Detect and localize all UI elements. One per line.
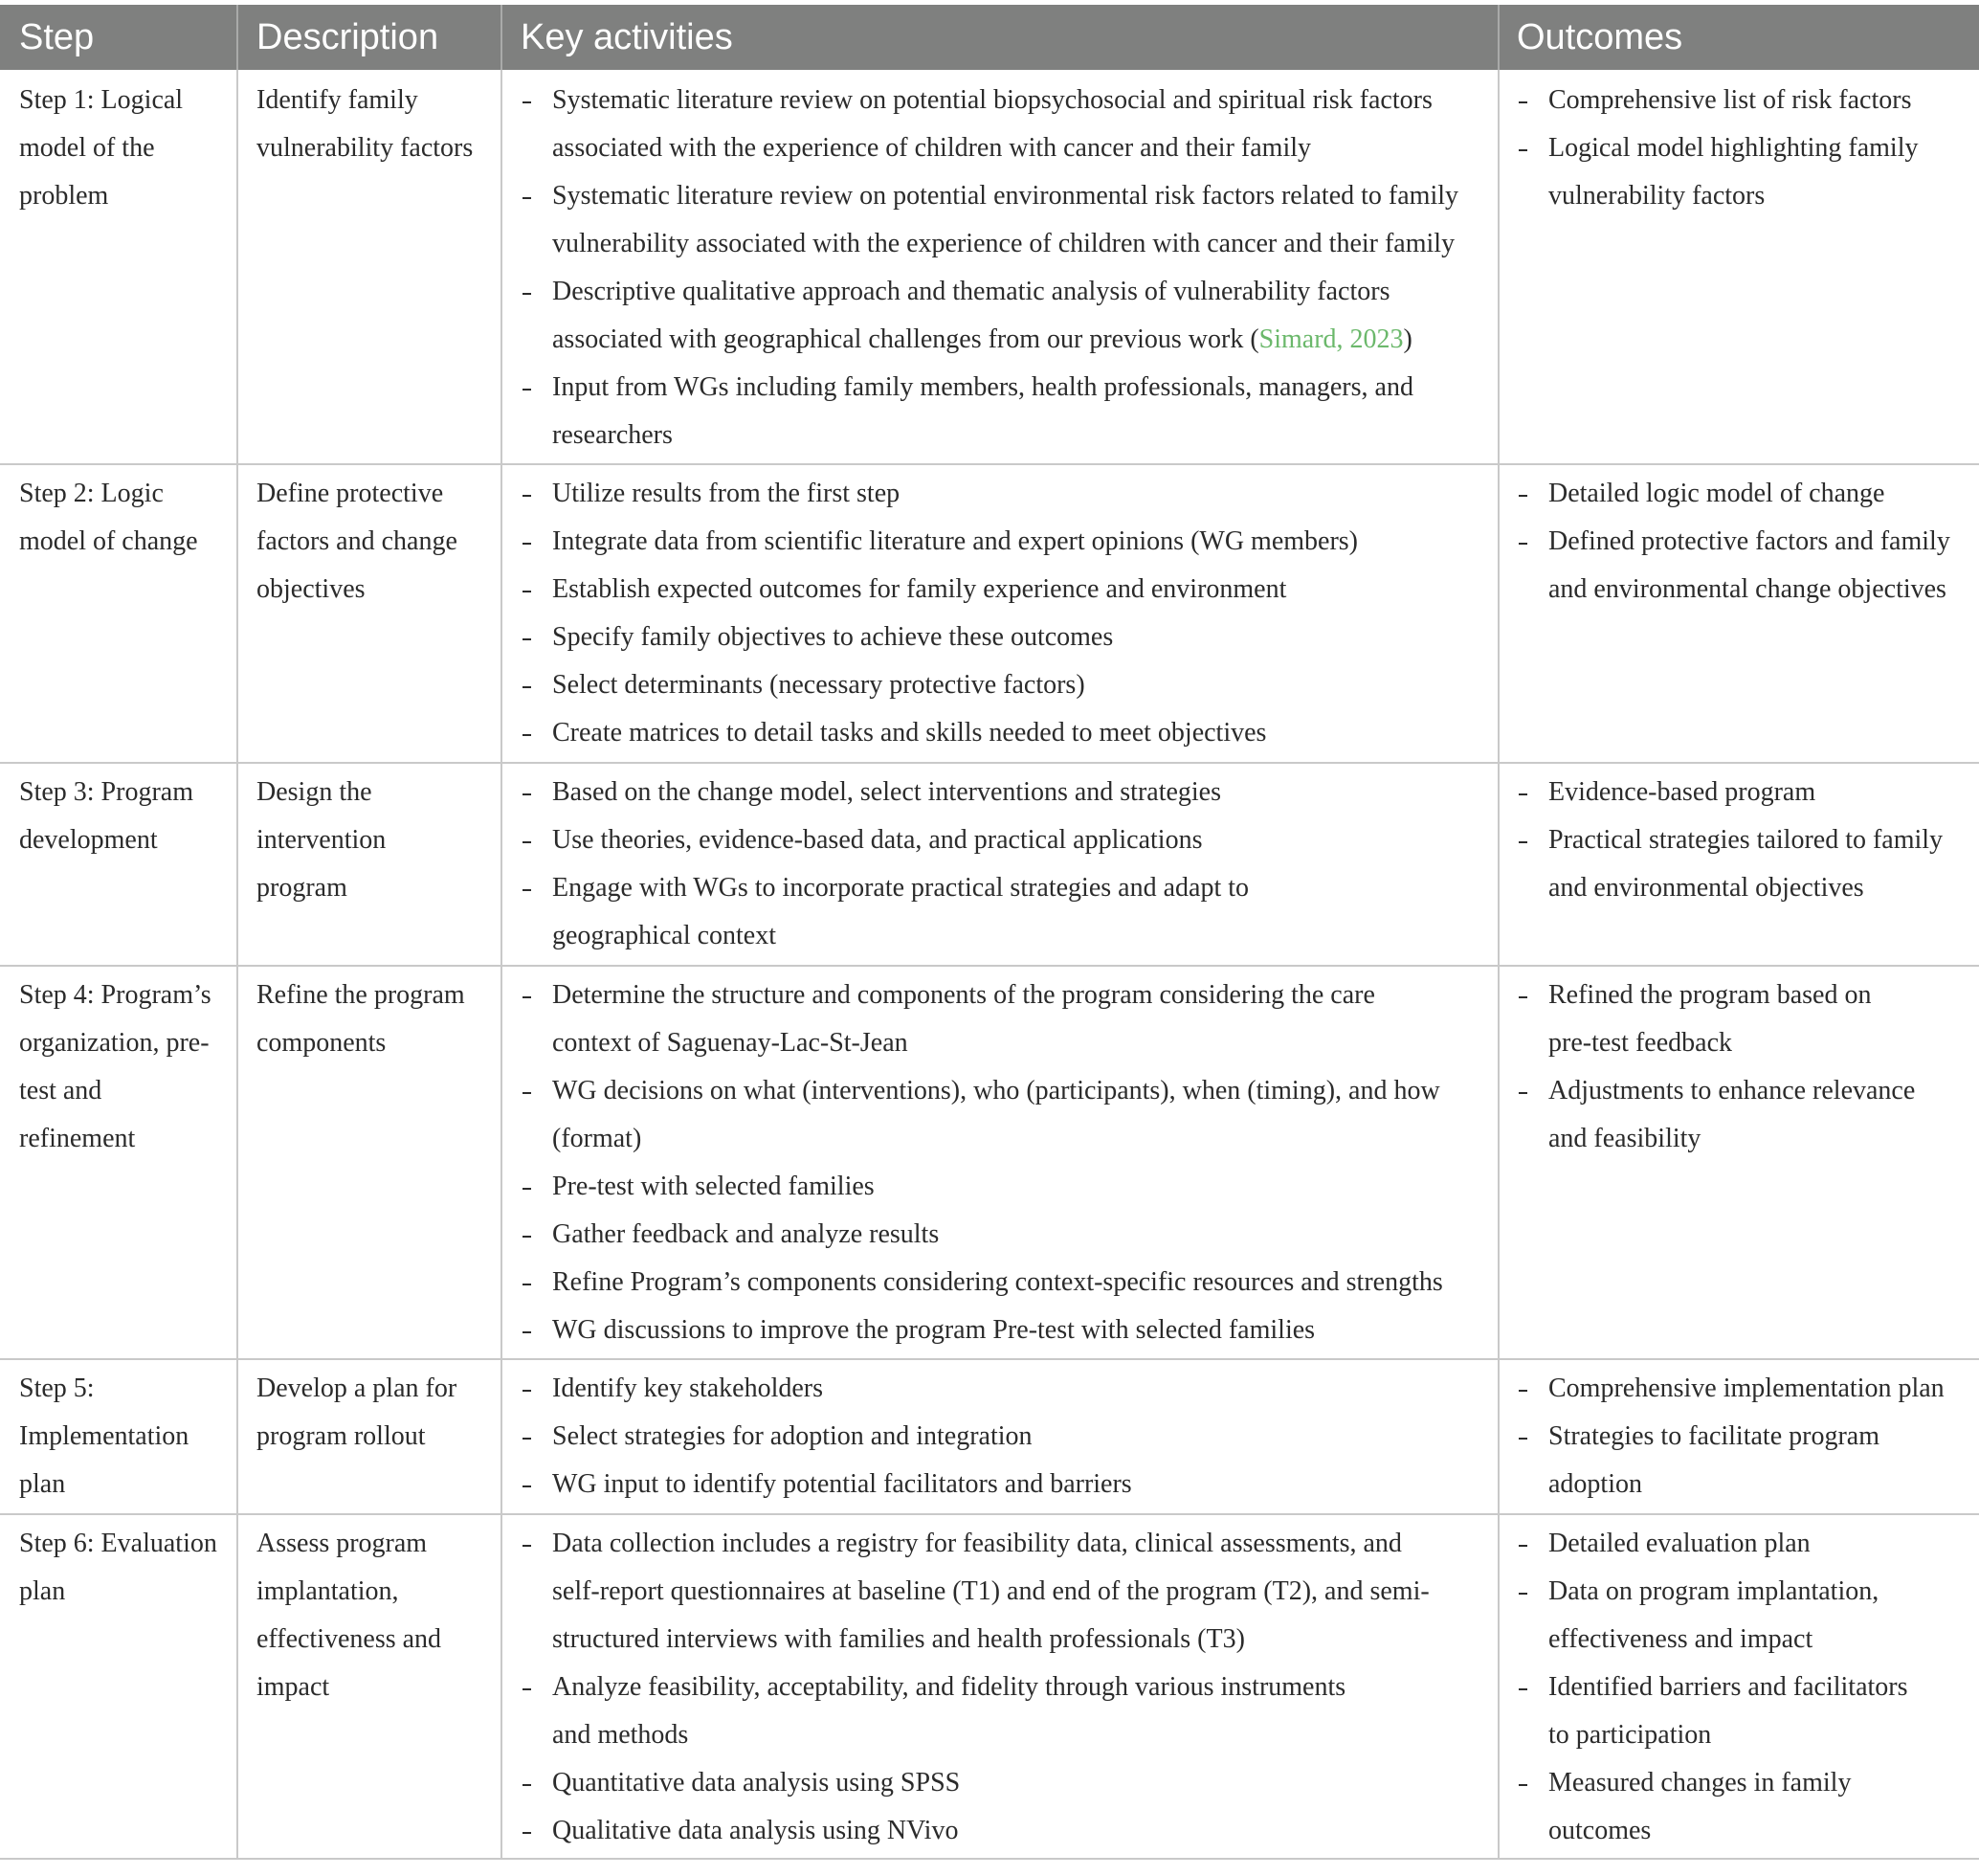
activity-text: Establish expected outcomes for family experience and environment	[552, 574, 1287, 604]
header-divider	[500, 5, 502, 70]
outcome-text: Strategies to facilitate program	[1548, 1421, 1879, 1451]
bullet-dash	[1519, 996, 1527, 998]
bullet-dash	[1519, 495, 1527, 497]
bullet-dash	[523, 1438, 531, 1440]
bullet-dash	[523, 686, 531, 688]
bullet-dash	[523, 1092, 531, 1094]
activity-text: Input from WGs including family members, health professionals, managers, and	[552, 372, 1413, 402]
outcome-text: pre-test feedback	[1548, 1028, 1732, 1058]
step-label: problem	[19, 181, 109, 211]
grid-line	[0, 1513, 1979, 1515]
outcome-text: Measured changes in family	[1548, 1768, 1852, 1798]
step-description: implantation,	[256, 1576, 399, 1606]
activity-text: Create matrices to detail tasks and skills needed to meet objectives	[552, 718, 1267, 748]
step-description: factors and change	[256, 526, 457, 556]
step-description: effectiveness and	[256, 1624, 442, 1654]
bullet-dash	[523, 1236, 531, 1238]
activity-text: Engage with WGs to incorporate practical strategies and adapt to	[552, 873, 1249, 903]
header-key-activities: Key activities	[521, 17, 733, 57]
activity-text: Gather feedback and analyze results	[552, 1219, 940, 1249]
bullet-dash	[1519, 841, 1527, 843]
bullet-dash	[523, 1784, 531, 1786]
outcome-text: Practical strategies tailored to family	[1548, 825, 1944, 855]
bullet-dash	[1519, 101, 1527, 103]
header-step: Step	[19, 17, 95, 57]
outcome-text: Logical model highlighting family	[1548, 133, 1919, 163]
activity-text: Select strategies for adoption and integration	[552, 1421, 1033, 1451]
bullet-dash	[1519, 1390, 1527, 1392]
step-description: objectives	[256, 574, 366, 604]
step-label: organization, pre-	[19, 1028, 210, 1058]
step-label: test and	[19, 1076, 102, 1106]
outcome-text: Data on program implantation,	[1548, 1576, 1879, 1606]
activity-text: associated with geographical challenges from our previous work (	[552, 324, 1259, 354]
step-label: plan	[19, 1576, 66, 1606]
activity-text: WG decisions on what (interventions), who (participants), when (timing), and how	[552, 1076, 1440, 1106]
step-description: Identify family	[256, 85, 418, 115]
step-label: plan	[19, 1469, 66, 1499]
step-description: impact	[256, 1672, 330, 1702]
activity-text	[552, 316, 1412, 364]
activity-text: (format)	[552, 1124, 642, 1153]
outcome-text: Identified barriers and facilitators	[1548, 1672, 1908, 1702]
grid-line	[236, 70, 238, 1858]
header-description: Description	[256, 17, 439, 57]
outcome-text: vulnerability factors	[1548, 181, 1766, 211]
outcome-text: Evidence-based program	[1548, 777, 1816, 807]
activity-text: Use theories, evidence-based data, and practical applications	[552, 825, 1203, 855]
outcome-text: Detailed logic model of change	[1548, 479, 1885, 508]
activity-text: Utilize results from the first step	[552, 479, 901, 508]
activity-text: Descriptive qualitative approach and thematic analysis of vulnerability factors	[552, 277, 1390, 306]
activity-text: Analyze feasibility, acceptability, and fidelity through various instruments	[552, 1672, 1346, 1702]
outcome-text: adoption	[1548, 1469, 1642, 1499]
step-label: model of change	[19, 526, 198, 556]
header-divider	[236, 5, 238, 70]
outcome-text: Defined protective factors and family	[1548, 526, 1950, 556]
bullet-dash	[523, 638, 531, 640]
activity-text: Data collection includes a registry for feasibility data, clinical assessments, and	[552, 1529, 1402, 1558]
step-description: Design the	[256, 777, 372, 807]
activity-text: WG input to identify potential facilitators and barriers	[552, 1469, 1132, 1499]
activity-text: Identify key stakeholders	[552, 1374, 824, 1403]
step-label: development	[19, 825, 158, 855]
bullet-dash	[523, 1188, 531, 1190]
activity-text: associated with the experience of children with cancer and their family	[552, 133, 1311, 163]
activity-text: vulnerability associated with the experience of children with cancer and their family	[552, 229, 1456, 258]
activity-text: Based on the change model, select interventions and strategies	[552, 777, 1222, 807]
header-divider	[1498, 5, 1500, 70]
activity-text: Systematic literature review on potential environmental risk factors related to family	[552, 181, 1459, 211]
bullet-dash	[523, 1545, 531, 1547]
bullet-dash	[523, 889, 531, 891]
outcome-text: Adjustments to enhance relevance	[1548, 1076, 1916, 1106]
bullet-dash	[1519, 543, 1527, 545]
step-label: Step 4: Program’s	[19, 980, 211, 1010]
step-label: Implementation	[19, 1421, 189, 1451]
bullet-dash	[1519, 149, 1527, 151]
grid-line	[0, 463, 1979, 465]
bullet-dash	[523, 197, 531, 199]
bullet-dash	[523, 543, 531, 545]
step-label: Step 5:	[19, 1374, 95, 1403]
bullet-dash	[523, 389, 531, 391]
step-label: refinement	[19, 1124, 136, 1153]
outcome-text: Comprehensive implementation plan	[1548, 1374, 1945, 1403]
step-label: Step 3: Program	[19, 777, 193, 807]
activity-text: structured interviews with families and health professionals (T3)	[552, 1624, 1245, 1654]
bullet-dash	[1519, 1438, 1527, 1440]
bullet-dash	[1519, 1545, 1527, 1547]
bullet-dash	[523, 101, 531, 103]
step-description: Develop a plan for	[256, 1374, 457, 1403]
outcome-text: and environmental change objectives	[1548, 574, 1946, 604]
bullet-dash	[523, 1485, 531, 1487]
outcome-text: effectiveness and impact	[1548, 1624, 1813, 1654]
step-description: vulnerability factors	[256, 133, 474, 163]
step-description: Refine the program	[256, 980, 465, 1010]
bullet-dash	[523, 996, 531, 998]
bullet-dash	[1519, 793, 1527, 795]
activity-text: Refine Program’s components considering context-specific resources and strengths	[552, 1267, 1443, 1297]
bullet-dash	[523, 495, 531, 497]
step-description: program rollout	[256, 1421, 426, 1451]
outcome-text: to participation	[1548, 1720, 1712, 1750]
outcome-text: Detailed evaluation plan	[1548, 1529, 1811, 1558]
bullet-dash	[523, 734, 531, 736]
activity-text: Specify family objectives to achieve these outcomes	[552, 622, 1114, 652]
step-description: Assess program	[256, 1529, 428, 1558]
step-label: Step 2: Logic	[19, 479, 164, 508]
step-description: Define protective	[256, 479, 444, 508]
bullet-dash	[523, 591, 531, 592]
activity-text: and methods	[552, 1720, 689, 1750]
activity-text: )	[1403, 324, 1412, 354]
activity-text: Integrate data from scientific literature and expert opinions (WG members)	[552, 526, 1358, 556]
step-description: intervention	[256, 825, 387, 855]
outcome-text: Refined the program based on	[1548, 980, 1872, 1010]
activity-text: context of Saguenay-Lac-St-Jean	[552, 1028, 908, 1058]
bullet-dash	[523, 841, 531, 843]
bullet-dash	[1519, 1784, 1527, 1786]
activity-text: self-report questionnaires at baseline (T1) and end of the program (T2), and semi-	[552, 1576, 1430, 1606]
outcome-text: and feasibility	[1548, 1124, 1701, 1153]
citation-link[interactable]: Simard, 2023	[1258, 324, 1404, 354]
bullet-dash	[1519, 1092, 1527, 1094]
grid-line	[1498, 70, 1500, 1858]
step-label: model of the	[19, 133, 155, 163]
step-label: Step 6: Evaluation	[19, 1529, 217, 1558]
grid-line	[0, 1358, 1979, 1360]
grid-line	[0, 762, 1979, 764]
activity-text: geographical context	[552, 921, 777, 950]
outcome-text: and environmental objectives	[1548, 873, 1864, 903]
outcome-text: outcomes	[1548, 1816, 1652, 1845]
bullet-dash	[523, 1284, 531, 1285]
bullet-dash	[1519, 1593, 1527, 1595]
activity-text: Systematic literature review on potential biopsychosocial and spiritual risk factors	[552, 85, 1433, 115]
bullet-dash	[523, 1688, 531, 1690]
header-outcomes: Outcomes	[1517, 17, 1683, 57]
bullet-dash	[523, 1390, 531, 1392]
activity-text: WG discussions to improve the program Pre-test with selected families	[552, 1315, 1316, 1345]
activity-text: Qualitative data analysis using NVivo	[552, 1816, 959, 1845]
grid-line	[0, 1858, 1979, 1860]
step-label: Step 1: Logical	[19, 85, 184, 115]
grid-line	[500, 70, 502, 1858]
activity-text: Determine the structure and components of the program considering the care	[552, 980, 1375, 1010]
step-description: components	[256, 1028, 387, 1058]
outcome-text: Comprehensive list of risk factors	[1548, 85, 1912, 115]
grid-line	[0, 965, 1979, 967]
activity-text: researchers	[552, 420, 673, 450]
activity-text: Select determinants (necessary protective factors)	[552, 670, 1085, 700]
bullet-dash	[523, 793, 531, 795]
bullet-dash	[523, 293, 531, 295]
bullet-dash	[1519, 1688, 1527, 1690]
bullet-dash	[523, 1832, 531, 1834]
bullet-dash	[523, 1331, 531, 1333]
activity-text: Pre-test with selected families	[552, 1172, 875, 1201]
activity-text: Quantitative data analysis using SPSS	[552, 1768, 961, 1798]
step-description: program	[256, 873, 347, 903]
